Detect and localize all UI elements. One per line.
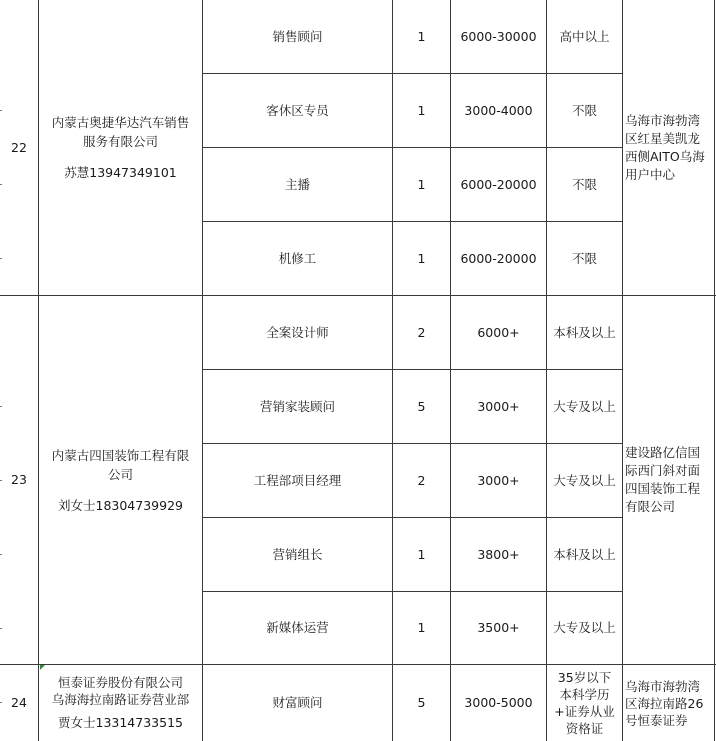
company-address: 建设路亿信国际西门斜对面四国装饰工程有限公司 <box>625 445 701 514</box>
job-count: 1 <box>417 102 426 118</box>
job-count: 1 <box>417 28 426 44</box>
company-name-line1: 恒泰证券股份有限公司 <box>57 675 183 690</box>
row-number: 22 <box>11 139 27 155</box>
job-salary: 3000+ <box>477 398 520 414</box>
job-education: 大专及以上 <box>553 472 616 488</box>
company-address: 乌海市海勃湾区海拉南路26号恒泰证券 <box>625 678 704 728</box>
job-count: 1 <box>417 250 426 266</box>
job-count: 1 <box>417 620 426 635</box>
company-address: 乌海市海勃湾区红星美凯龙西侧AITO乌海用户中心 <box>625 112 705 182</box>
job-salary: 3000+ <box>477 472 520 488</box>
job-title: 销售顾问 <box>272 28 323 44</box>
job-salary: 3500+ <box>477 620 520 635</box>
job-salary: 6000-30000 <box>460 28 537 44</box>
job-count: 2 <box>417 324 426 340</box>
job-title: 主播 <box>284 176 310 192</box>
company-cell <box>39 0 202 295</box>
job-education: 不限 <box>571 102 597 118</box>
row-number: 23 <box>11 472 27 487</box>
company-cell <box>39 665 202 741</box>
company-name: 内蒙古四国装饰工程有限公司 <box>51 447 190 482</box>
job-salary: 3800+ <box>477 546 520 562</box>
job-education: 高中以上 <box>559 28 610 44</box>
job-salary: 3000-5000 <box>464 695 533 710</box>
job-count: 5 <box>417 398 426 414</box>
address-cell <box>623 296 714 664</box>
job-education: 不限 <box>571 176 597 192</box>
job-education: 35岁以下本科学历+证券从业资格证 <box>554 670 615 736</box>
job-education: 大专及以上 <box>553 398 616 414</box>
job-salary: 6000+ <box>477 324 520 340</box>
address-cell <box>623 0 714 295</box>
job-salary: 6000-20000 <box>460 250 537 266</box>
address-cell <box>623 665 714 741</box>
job-title: 全案设计师 <box>266 324 329 340</box>
company-cell <box>39 296 202 664</box>
job-education: 本科及以上 <box>553 324 616 340</box>
job-education: 大专及以上 <box>553 620 616 635</box>
company-contact: 苏慧13947349101 <box>64 165 177 180</box>
company-contact: 刘女士18304739929 <box>58 497 183 513</box>
job-count: 5 <box>417 695 426 710</box>
company-name: 内蒙古奥捷华达汽车销售服务有限公司 <box>51 115 190 149</box>
job-title: 财富顾问 <box>272 695 323 710</box>
company-contact: 贾女士13314733515 <box>58 715 183 730</box>
job-title: 营销组长 <box>272 546 323 562</box>
grid-line <box>714 0 715 741</box>
job-title: 新媒体运营 <box>266 620 329 635</box>
job-count: 2 <box>417 472 426 488</box>
job-education: 不限 <box>571 250 597 266</box>
job-count: 1 <box>417 546 426 562</box>
job-salary: 6000-20000 <box>460 176 537 192</box>
job-title: 营销家装顾问 <box>259 398 335 414</box>
row-number: 24 <box>11 695 27 710</box>
job-title: 客休区专员 <box>266 102 329 118</box>
job-salary: 3000-4000 <box>464 102 533 118</box>
job-title: 机修工 <box>278 250 317 266</box>
company-name-line2: 乌海海拉南路证券营业部 <box>51 692 190 707</box>
job-count: 1 <box>417 176 426 192</box>
job-title: 工程部项目经理 <box>253 472 342 488</box>
job-education: 本科及以上 <box>553 546 616 562</box>
